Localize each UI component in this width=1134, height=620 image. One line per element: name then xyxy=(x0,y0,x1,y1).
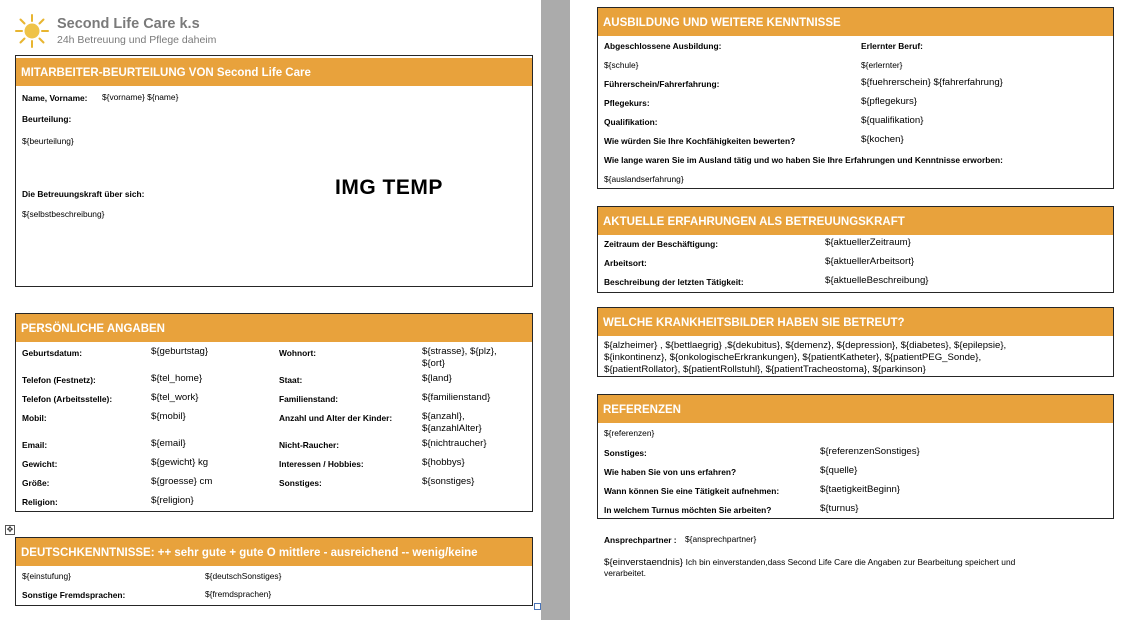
beschreibung-value: ${aktuelleBeschreibung} xyxy=(825,275,929,286)
telefon-festnetz-value: ${tel_home} xyxy=(151,373,203,384)
geburtsdatum-label: Geburtsdatum: xyxy=(22,348,83,358)
krankheitsbilder-line-2: ${inkontinenz}, ${onkologischeErkrankungen}, ${patientKatheter}, ${patientPEG_Sonde}, xyxy=(604,352,982,363)
pflegekurs-label: Pflegekurs: xyxy=(604,98,650,108)
erfahrungen-header: AKTUELLE ERFAHRUNGEN ALS BETREUUNGSKRAFT xyxy=(598,207,1113,235)
einstufung-value: ${einstufung} xyxy=(22,571,71,581)
page-gutter xyxy=(541,0,570,620)
zeitraum-value: ${aktuellerZeitraum} xyxy=(825,237,911,248)
erlernter-value: ${erlernter} xyxy=(861,60,903,70)
fremdsprachen-value: ${fremdsprachen} xyxy=(205,589,272,599)
fuehrerschein-value: ${fuehrerschein} ${fahrerfahrung} xyxy=(861,77,1003,88)
referenzen-value: ${referenzen} xyxy=(604,428,655,438)
persoenliche-angaben-header: PERSÖNLICHE ANGABEN xyxy=(16,314,532,342)
beschreibung-label: Beschreibung der letzten Tätigkeit: xyxy=(604,277,744,287)
consent-line-1: Ich bin einverstanden,dass Second Life Care die Angaben zur Bearbeitung speichert und xyxy=(685,557,1016,567)
staat-label: Staat: xyxy=(279,375,303,385)
familienstand-value: ${familienstand} xyxy=(422,392,491,403)
deutschkenntnisse-section xyxy=(15,537,533,606)
telefon-arbeit-label: Telefon (Arbeitsstelle): xyxy=(22,394,113,404)
company-tagline: 24h Betreuung und Pflege daheim xyxy=(57,34,217,46)
referenzen-sonstiges-value: ${referenzenSonstiges} xyxy=(820,446,920,457)
sonstiges-label: Sonstiges: xyxy=(279,478,322,488)
zeitraum-label: Zeitraum der Beschäftigung: xyxy=(604,239,719,249)
name-value: ${vorname} ${name} xyxy=(102,92,179,102)
gewicht-value: ${gewicht} kg xyxy=(151,457,209,468)
nichtraucher-label: Nicht-Raucher: xyxy=(279,440,340,450)
kinder-value: ${anzahl}, xyxy=(422,411,465,422)
email-label: Email: xyxy=(22,440,48,450)
deutschkenntnisse-header: DEUTSCHKENNTNISSE: ++ sehr gute + gute O mittlere - ausreichend -- wenig/keine xyxy=(16,538,532,566)
qualifikation-value: ${qualifikation} xyxy=(861,115,924,126)
wohnort-label: Wohnort: xyxy=(279,348,317,358)
referenzen-header: REFERENZEN xyxy=(598,395,1113,423)
ausland-value: ${auslandserfahrung} xyxy=(604,174,684,184)
familienstand-label: Familienstand: xyxy=(279,394,339,404)
ansprechpartner-label: Ansprechpartner : xyxy=(604,535,677,545)
pflegekurs-value: ${pflegekurs} xyxy=(861,96,918,107)
schule-value: ${schule} xyxy=(604,60,639,70)
beurteilung-header: MITARBEITER-BEURTEILUNG VON Second Life Care xyxy=(16,58,532,86)
erlernter-beruf-label: Erlernter Beruf: xyxy=(861,41,923,51)
arbeitsort-label: Arbeitsort: xyxy=(604,258,647,268)
ausbildung-label: Abgeschlossene Ausbildung: xyxy=(604,41,722,51)
geburtsdatum-value: ${geburtstag} xyxy=(151,346,209,357)
wohnort-value-2: ${ort} xyxy=(422,358,445,369)
quelle-label: Wie haben Sie von uns erfahren? xyxy=(604,467,737,477)
company-logo xyxy=(14,13,54,53)
referenzen-section xyxy=(597,394,1114,519)
name-label: Name, Vorname: xyxy=(22,93,88,103)
krankheitsbilder-line-1: ${alzheimer} , ${bettlaegrig} ,${dekubitus}, ${demenz}, ${depression}, ${diabetes}, ${epilepsie}, xyxy=(604,340,1007,351)
arbeitsort-value: ${aktuellerArbeitsort} xyxy=(825,256,915,267)
company-name: Second Life Care k.s xyxy=(57,16,200,32)
nichtraucher-value: ${nichtraucher} xyxy=(422,438,487,449)
beurteilung-label: Beurteilung: xyxy=(22,114,72,124)
referenzen-sonstiges-label: Sonstiges: xyxy=(604,448,647,458)
qualifikation-label: Qualifikation: xyxy=(604,117,658,127)
beurteilung-value: ${beurteilung} xyxy=(22,136,74,146)
einverstaendnis-value: ${einverstaendnis} xyxy=(604,557,683,568)
consent-line-2: verarbeitet. xyxy=(604,568,646,578)
erfahrungen-section xyxy=(597,206,1114,293)
beurteilung-section xyxy=(15,55,533,287)
fremdsprachen-label: Sonstige Fremdsprachen: xyxy=(22,590,126,600)
turnus-value: ${turnus} xyxy=(820,503,859,514)
taetigkeit-beginn-value: ${taetigkeitBeginn} xyxy=(820,484,901,495)
mobil-label: Mobil: xyxy=(22,413,47,423)
sun-icon xyxy=(14,13,50,49)
email-value: ${email} xyxy=(151,438,186,449)
krankheitsbilder-header: WELCHE KRANKHEITSBILDER HABEN SIE BETREUT? xyxy=(598,308,1113,336)
quelle-value: ${quelle} xyxy=(820,465,858,476)
hobbys-label: Interessen / Hobbies: xyxy=(279,459,364,469)
ansprechpartner-value: ${ansprechpartner} xyxy=(685,534,757,544)
taetigkeit-beginn-label: Wann können Sie eine Tätigkeit aufnehmen: xyxy=(604,486,780,496)
consent-text xyxy=(604,557,1074,579)
fuehrerschein-label: Führerschein/Fahrerfahrung: xyxy=(604,79,720,89)
staat-value: ${land} xyxy=(422,373,452,384)
hobbys-value: ${hobbys} xyxy=(422,457,465,468)
telefon-arbeit-value: ${tel_work} xyxy=(151,392,199,403)
religion-value: ${religion} xyxy=(151,495,194,506)
krankheitsbilder-line-3: ${patientRollator}, ${patientRollstuhl}, ${patientTracheostoma}, ${parkinson} xyxy=(604,364,926,375)
kinder-value-2: ${anzahlAlter} xyxy=(422,423,482,434)
table-resize-handle[interactable] xyxy=(534,603,541,610)
persoenliche-angaben-section xyxy=(15,313,533,512)
image-placeholder: IMG TEMP xyxy=(335,176,443,199)
ausbildung-header: AUSBILDUNG UND WEITERE KENNTNISSE xyxy=(598,8,1113,36)
kinder-label: Anzahl und Alter der Kinder: xyxy=(279,413,393,423)
deutsch-sonstiges-value: ${deutschSonstiges} xyxy=(205,571,282,581)
kochen-value: ${kochen} xyxy=(861,134,904,145)
wohnort-value: ${strasse}, ${plz}, xyxy=(422,346,497,357)
sonstiges-value: ${sonstiges} xyxy=(422,476,475,487)
groesse-value: ${groesse} cm xyxy=(151,476,213,487)
gewicht-label: Gewicht: xyxy=(22,459,58,469)
groesse-label: Größe: xyxy=(22,478,50,488)
mobil-value: ${mobil} xyxy=(151,411,186,422)
turnus-label: In welchem Turnus möchten Sie arbeiten? xyxy=(604,505,772,515)
selbst-label: Die Betreuungskraft über sich: xyxy=(22,189,145,199)
religion-label: Religion: xyxy=(22,497,58,507)
ausbildung-section xyxy=(597,7,1114,189)
ausland-label: Wie lange waren Sie im Ausland tätig und wo haben Sie Ihre Erfahrungen und Kenntnisse erworben: xyxy=(604,155,1003,165)
krankheitsbilder-section xyxy=(597,307,1114,377)
selbst-value: ${selbstbeschreibung} xyxy=(22,209,105,219)
table-move-handle[interactable]: ✥ xyxy=(6,525,14,534)
kochen-label: Wie würden Sie Ihre Kochfähigkeiten bewerten? xyxy=(604,136,796,146)
telefon-festnetz-label: Telefon (Festnetz): xyxy=(22,375,96,385)
